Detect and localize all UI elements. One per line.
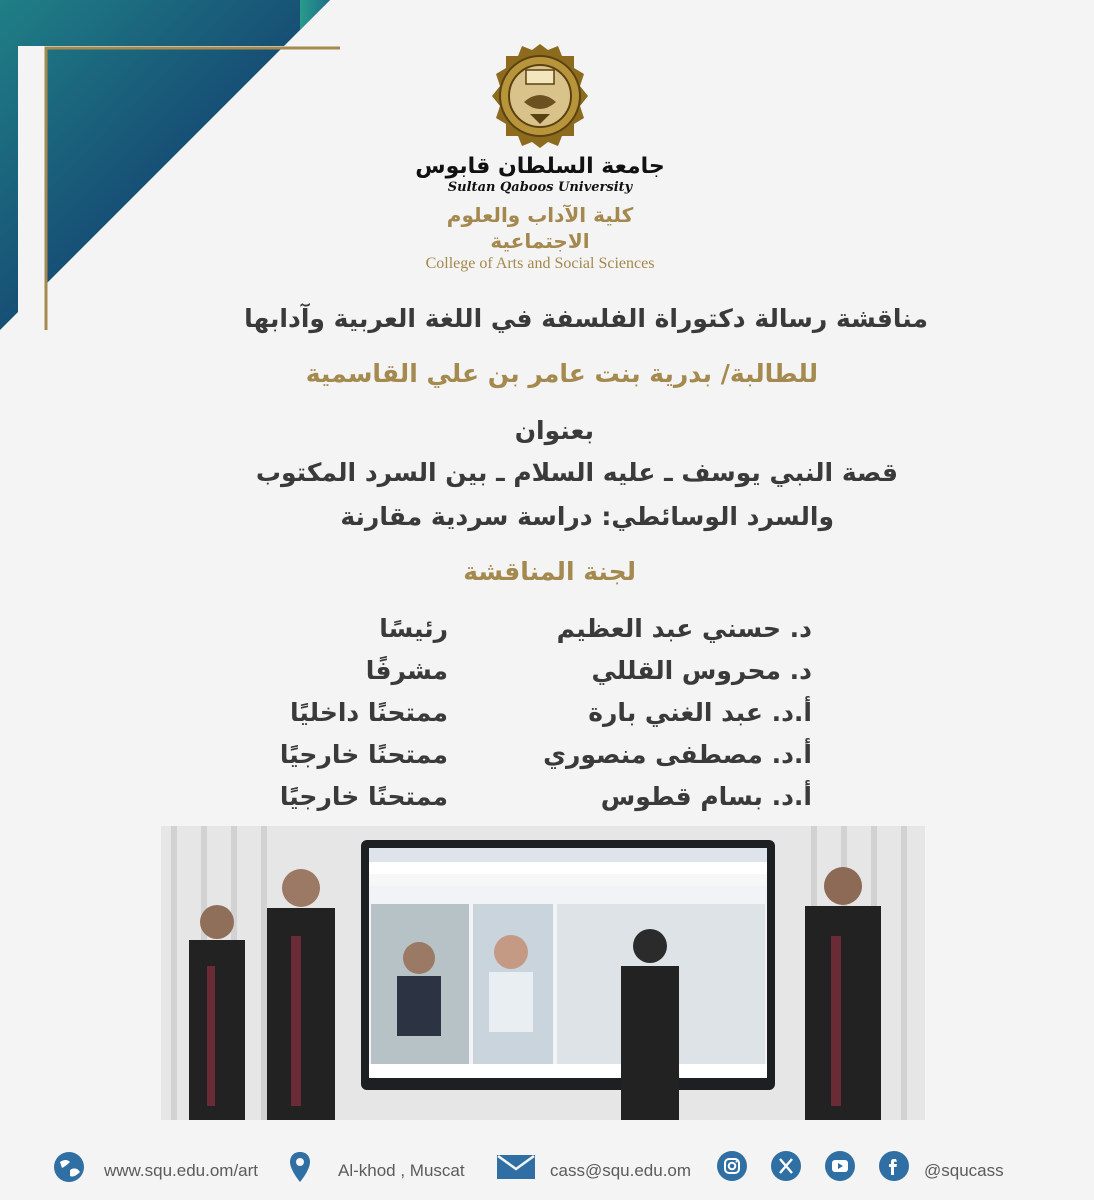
university-name-ar: جامعة السلطان قابوس <box>415 154 665 179</box>
committee-member-name: د. محروس القللي <box>591 656 812 685</box>
committee-member-name: أ.د. بسام قطوس <box>600 782 812 811</box>
defense-photo <box>161 826 925 1120</box>
committee-member-name: أ.د. مصطفى منصوري <box>543 740 812 769</box>
footer-location: Al-khod , Muscat <box>338 1161 465 1180</box>
footer <box>0 1140 1094 1200</box>
corner-decoration <box>0 0 340 340</box>
footer-website[interactable]: www.squ.edu.om/art <box>104 1161 259 1180</box>
student-name: للطالبة/ بدرية بنت عامر بن علي القاسمية <box>305 359 818 388</box>
college-name-en: College of Arts and Social Sciences <box>425 255 655 272</box>
committee-member-name: د. حسني عبد العظيم <box>556 614 812 643</box>
facebook-icon[interactable] <box>878 1150 910 1182</box>
committee-member-name: أ.د. عبد الغني بارة <box>588 698 812 727</box>
thesis-title-line-1: قصة النبي يوسف ـ عليه السلام ـ بين السرد المكتوب <box>255 458 898 487</box>
thesis-title-line-2: والسرد الوسائطي: دراسة سردية مقارنة <box>340 502 834 531</box>
footer-handle[interactable]: @squcass <box>924 1161 1004 1180</box>
committee-heading: لجنة المناقشة <box>463 557 636 586</box>
globe-icon <box>52 1150 86 1184</box>
x-twitter-icon[interactable] <box>770 1150 802 1182</box>
university-name-en: Sultan Qaboos University <box>447 180 633 195</box>
logo-block <box>400 40 680 274</box>
announcement-headline: مناقشة رسالة دكتوراة الفلسفة في اللغة العربية وآدابها <box>244 304 928 333</box>
footer-email[interactable]: cass@squ.edu.om <box>550 1161 692 1180</box>
university-crest <box>484 40 596 148</box>
location-pin-icon <box>288 1150 312 1184</box>
committee-member-role: ممتحنًا خارجيًا <box>279 740 448 769</box>
committee-member-role: ممتحنًا خارجيًا <box>279 782 448 811</box>
title-intro: بعنوان <box>514 416 594 445</box>
email-icon <box>496 1154 536 1180</box>
committee-member-role: مشرفًا <box>365 656 448 685</box>
youtube-icon[interactable] <box>824 1150 856 1182</box>
college-name-ar: كلية الآداب والعلوم الاجتماعية <box>446 203 634 253</box>
committee-member-role: ممتحنًا داخليًا <box>290 698 448 727</box>
instagram-icon[interactable] <box>716 1150 748 1182</box>
defense-photo-illustration <box>161 826 925 1120</box>
committee-member-role: رئيسًا <box>379 614 448 643</box>
